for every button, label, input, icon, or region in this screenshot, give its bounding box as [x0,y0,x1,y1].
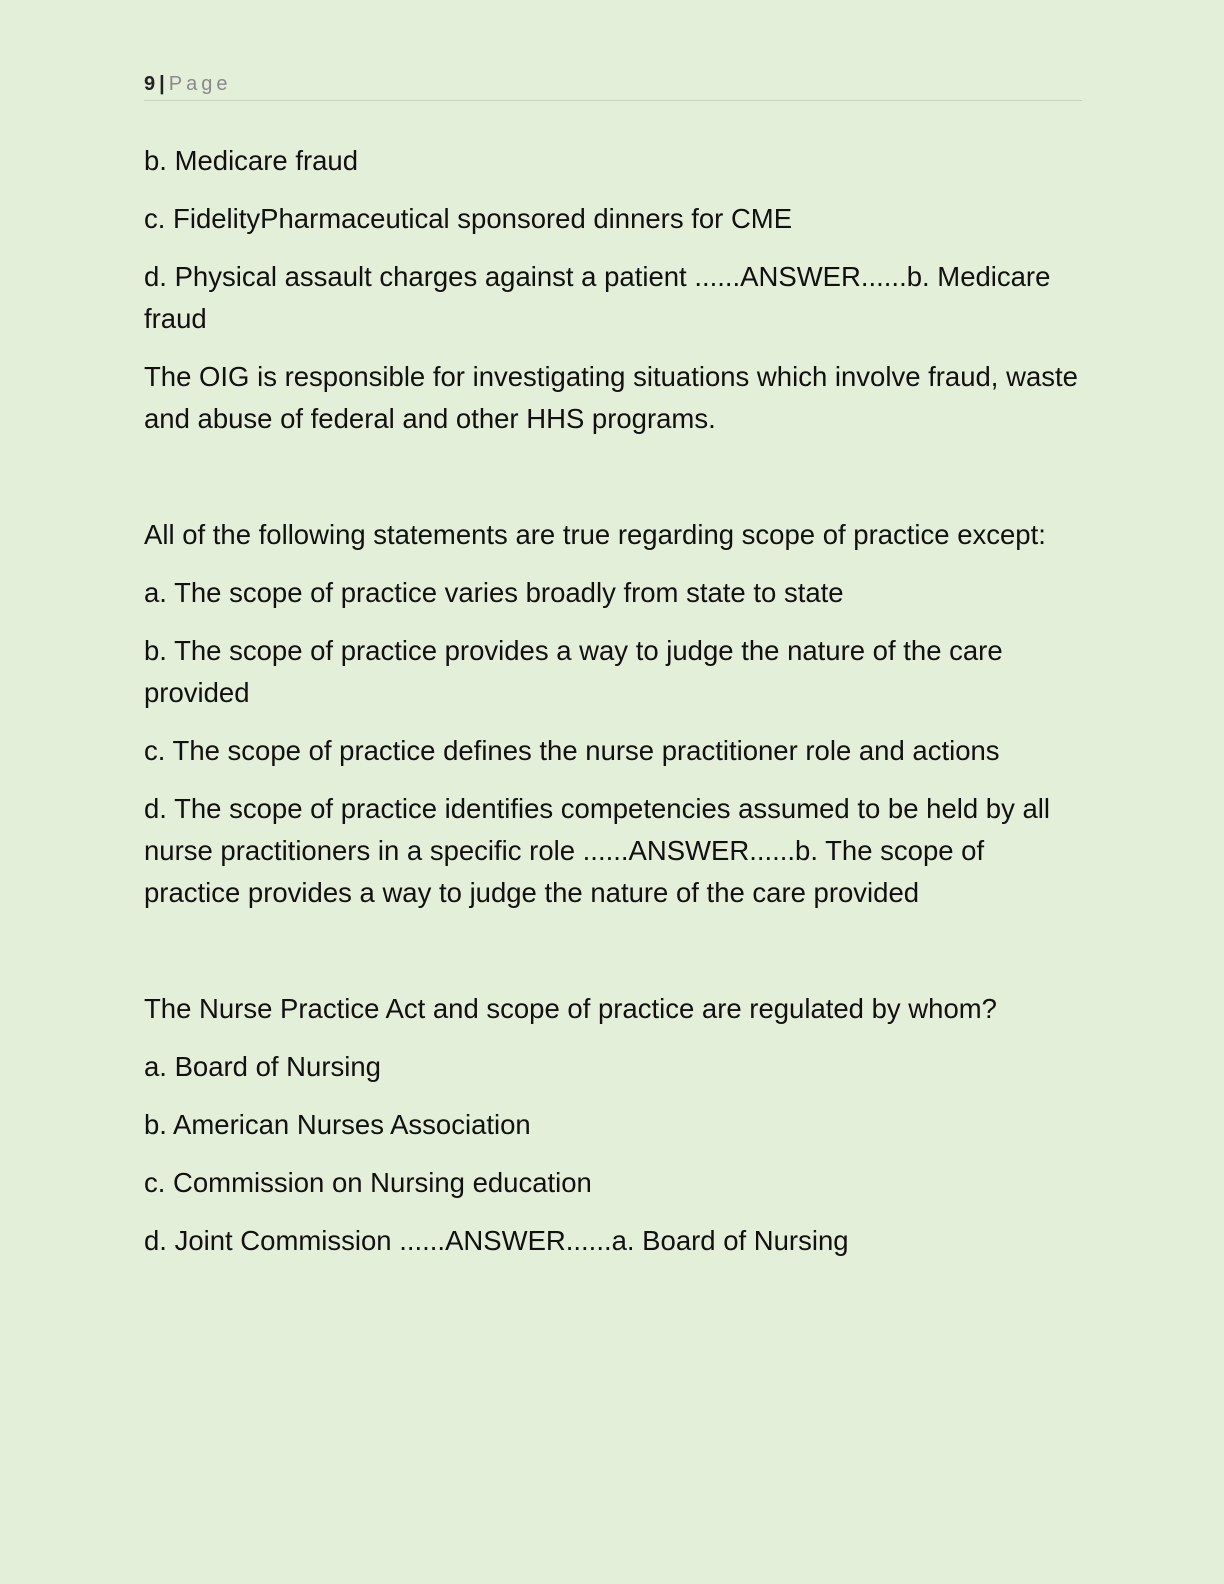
page-content [144,140,1082,1278]
question3-option-c: c. Commission on Nursing education [144,1167,592,1198]
question2-text: All of the following statements are true regarding scope of practice except: [144,519,1046,550]
spacer [144,456,1082,514]
page-header [144,70,1082,101]
page-word: Page [168,73,232,95]
question3-option-b: b. American Nurses Association [144,1109,531,1140]
question1-option-d: d. Physical assault charges against a patient ......ANSWER......b. Medicare fraud [144,261,1051,334]
question1-explanation: The OIG is responsible for investigating situations which involve fraud, waste and abuse of federal and other HHS programs. [144,361,1078,434]
page-number: 9 [144,73,156,95]
question2-option-d: d. The scope of practice identifies competencies assumed to be held by all nurse practitioners in a specific role ......ANSWER......b. The scope of practice provides a way to judge the nature of the care provided [144,793,1050,908]
question1-option-c: c. FidelityPharmaceutical sponsored dinners for CME [144,203,793,234]
question2-option-c: c. The scope of practice defines the nurse practitioner role and actions [144,735,1000,766]
header-separator: | [159,73,165,95]
document-page [144,0,1082,1584]
question1-option-b: b. Medicare fraud [144,145,358,176]
question3-option-d: d. Joint Commission ......ANSWER......a. Board of Nursing [144,1225,849,1256]
question2-option-a: a. The scope of practice varies broadly from state to state [144,577,844,608]
question3-text: The Nurse Practice Act and scope of practice are regulated by whom? [144,993,997,1024]
question2-option-b: b. The scope of practice provides a way to judge the nature of the care provided [144,635,1003,708]
spacer [144,930,1082,988]
question3-option-a: a. Board of Nursing [144,1051,381,1082]
